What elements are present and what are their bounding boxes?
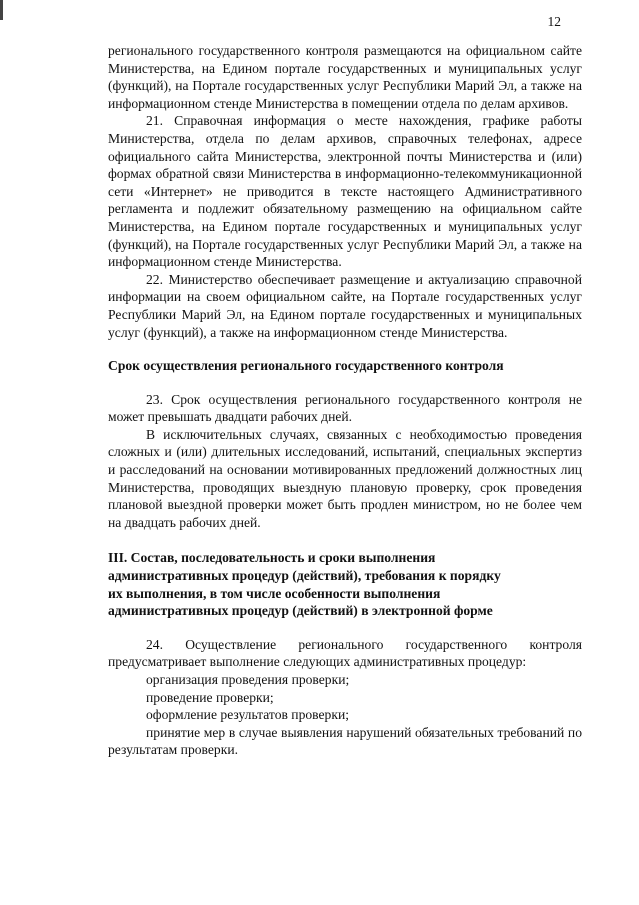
heading-section-3: [108, 549, 582, 619]
paragraph-23: 23. Срок осуществления регионального государственного контроля не может превышать двадцати рабочих дней.: [108, 391, 582, 425]
paragraph-24: 24. Осуществление регионального государственного контроля предусматривает выполнение следующих административных процедур:: [108, 636, 582, 670]
document-body: [108, 42, 582, 759]
heading-section-3-line: административных процедур (действий) в электронной форме: [108, 603, 493, 619]
scan-edge-mark: [0, 0, 3, 20]
heading-section-3-line: административных процедур (действий), требования к порядку: [108, 568, 501, 584]
paragraph-23-exception: В исключительных случаях, связанных с необходимостью проведения сложных и (или) длительных исследований, испытаний, специальных экспертиз и расследований на основании мотивированных предложений должностных лиц Министерства, проводящих выездную плановую проверку, срок проведения плановой выездной проверки может быть продлен министром, но не более чем на двадцать рабочих дней.: [108, 426, 582, 530]
procedure-item-final: принятие мер в случае выявления нарушений обязательных требований по результатам проверки.: [108, 724, 582, 758]
procedure-item: проведение проверки;: [146, 689, 274, 705]
procedure-item: оформление результатов проверки;: [146, 707, 349, 723]
heading-section-3-line: их выполнения, в том числе особенности выполнения: [108, 585, 441, 601]
procedure-item: организация проведения проверки;: [146, 672, 350, 687]
heading-control-term: Срок осуществления регионального государственного контроля: [108, 358, 504, 374]
paragraph-22: 22. Министерство обеспечивает размещение и актуализацию справочной информации на своем официальном сайте, на Портале государственных услуг Республики Марий Эл, на Едином портале государственных и муниципальных услуг (функций), а также на информационном стенде Министерства.: [108, 271, 582, 340]
page-number: 12: [547, 14, 561, 29]
paragraph-21: 21. Справочная информация о месте нахождения, графике работы Министерства, отдела по делам архивов, справочных телефонах, адресе официального сайта Министерства, электронной почты Министерства и (или) формах обратной связи Министерства в информационно-телекоммуникационной сети «Интернет» не приводится в тексте настоящего Административного регламента и подлежит обязательному размещению на официальном сайте Министерства, на Едином портале государственных и муниципальных услуг (функций), на Портале государственных услуг Республики Марий Эл, а также на информационном стенде Министерства.: [108, 113, 582, 270]
heading-section-3-line: III. Состав, последовательность и сроки выполнения: [108, 550, 436, 566]
paragraph-20-continued: регионального государственного контроля размещаются на официальном сайте Министерства, на Едином портале государственных и муниципальных услуг (функций), на Портале государственных услуг Республики Марий Эл, а также на информационном стенде Министерства в помещении отдела по делам архивов.: [108, 43, 582, 111]
